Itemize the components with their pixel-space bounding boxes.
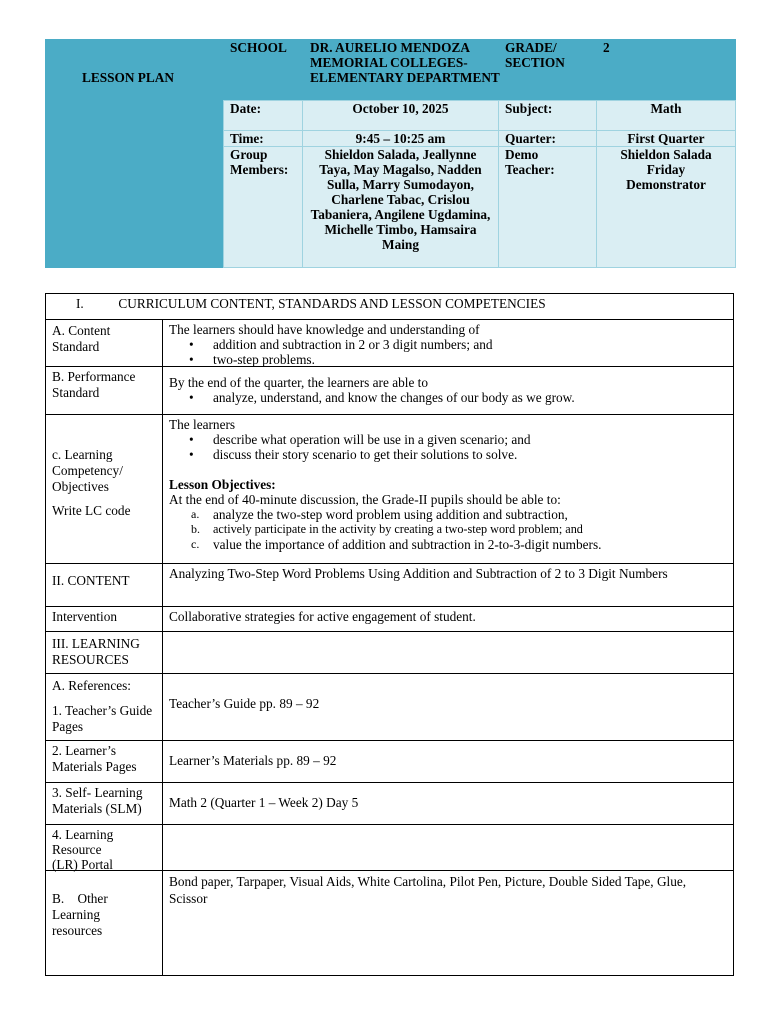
school-label: SCHOOL (230, 40, 287, 55)
competency-intro: The learners (169, 417, 236, 432)
time-value-cell (302, 130, 499, 147)
lesson-plan-title: LESSON PLAN (82, 70, 174, 85)
performance-standard-bullet-1: • analyze, understand, and know the changes of our body as we grow. (213, 390, 727, 405)
group-members: Shieldon Salada, Jeallynne Taya, May Magalso, Nadden Sulla, Marry Sumodayon, Charlene Tabac, Crislou Tabaniera, Angilene Ugdamina, Michelle Timbo, Hamsaira Maing (310, 147, 491, 252)
other-resources-label-cell (46, 871, 163, 975)
school-value: DR. AURELIO MENDOZA MEMORIAL COLLEGES- ELEMENTARY DEPARTMENT (310, 40, 500, 85)
teachers-guide-value: Teacher’s Guide pp. 89 – 92 (169, 696, 320, 711)
learner-materials-row (46, 740, 733, 782)
quarter-value: First Quarter (627, 131, 705, 146)
learning-resources-label: III. LEARNING RESOURCES (46, 632, 163, 673)
teachers-guide-label: 1. Teacher’s Guide Pages (52, 703, 153, 734)
demo-label: Demo Teacher: (505, 147, 555, 177)
content-row (46, 563, 733, 606)
performance-standard-row (46, 366, 733, 414)
grade-label: GRADE/ SECTION (505, 40, 565, 70)
intervention-label: Intervention (46, 607, 163, 631)
lr-portal-row (46, 824, 733, 870)
objective-a-text: analyze the two-step word problem using addition and subtraction, (213, 507, 568, 522)
other-resources-value: Bond paper, Tarpaper, Visual Aids, White Cartolina, Pilot Pen, Picture, Double Sided Tape, Glue, Scissor (169, 874, 687, 906)
time-label-cell (223, 130, 303, 147)
section-1-title (46, 294, 733, 319)
subject-label-cell (498, 100, 597, 131)
demo-label-cell (498, 146, 597, 268)
learning-resources-cell (163, 632, 733, 673)
content-standard-row (46, 319, 733, 366)
performance-standard-cell (163, 367, 733, 414)
group-label-cell (223, 146, 303, 268)
other-resources-label-1: B. Other (52, 891, 108, 906)
objective-b-marker: b. (191, 522, 200, 536)
objective-a (191, 507, 727, 522)
objective-c (191, 537, 727, 552)
objectives-heading: Lesson Objectives: (169, 477, 276, 492)
intervention-value: Collaborative strategies for active engagement of student. (169, 609, 476, 624)
objective-a-marker: a. (191, 507, 200, 521)
objective-c-marker: c. (191, 537, 200, 551)
content-standard-bullet-1: • addition and subtraction in 2 or 3 digit numbers; and (213, 337, 727, 352)
competency-cell (163, 415, 733, 563)
slm-row (46, 782, 733, 824)
lr-portal-cell (163, 825, 733, 870)
quarter-label-cell (498, 130, 597, 147)
time-label: Time: (230, 131, 264, 146)
section-1-number: I. (76, 296, 84, 311)
slm-label: 3. Self- Learning Materials (SLM) (46, 783, 163, 824)
subject-value-cell (596, 100, 736, 131)
demo-teacher-day: Friday (646, 162, 686, 177)
competency-bullet-1: • describe what operation will be use in a given scenario; and (213, 432, 727, 447)
date-value-cell (302, 100, 499, 131)
slm-value: Math 2 (Quarter 1 – Week 2) Day 5 (169, 795, 359, 810)
section-1-heading: CURRICULUM CONTENT, STANDARDS AND LESSON COMPETENCIES (118, 296, 546, 311)
subject-value: Math (650, 101, 682, 116)
subject-label: Subject: (505, 101, 553, 116)
content-standard-intro: The learners should have knowledge and understanding of (169, 322, 480, 337)
intervention-row (46, 606, 733, 631)
performance-standard-label: B. Performance Standard (46, 367, 163, 414)
content-standard-bullet-2: • two-step problems. (213, 352, 727, 367)
competency-row (46, 414, 733, 563)
learning-resources-row (46, 631, 733, 673)
date-label: Date: (230, 101, 262, 116)
competency-label: c. Learning Competency/ Objectives (52, 447, 123, 494)
group-value-cell (302, 146, 499, 268)
section-1-row (46, 294, 733, 319)
other-resources-label-2: Learning (52, 907, 100, 922)
lesson-plan-header (45, 39, 736, 268)
lc-code-label: Write LC code (52, 503, 131, 518)
time-value: 9:45 – 10:25 am (355, 131, 446, 146)
objectives-intro: At the end of 40-minute discussion, the Grade-II pupils should be able to: (169, 492, 561, 507)
learner-materials-label: 2. Learner’s Materials Pages (46, 741, 163, 782)
grade-value: 2 (603, 40, 610, 55)
objective-b (191, 522, 727, 537)
date-label-cell (223, 100, 303, 131)
quarter-value-cell (596, 130, 736, 147)
other-resources-label-3: resources (52, 923, 103, 938)
lr-portal-label-cell (46, 825, 163, 870)
date-value: October 10, 2025 (352, 101, 449, 116)
competency-label-cell (46, 415, 163, 563)
lr-portal-label-1: 4. Learning Resource (52, 827, 114, 857)
lr-portal-label-2: (LR) Portal (52, 857, 113, 872)
content-value: Analyzing Two-Step Word Problems Using Addition and Subtraction of 2 to 3 Digit Numbers (169, 566, 668, 581)
references-label-cell (46, 674, 163, 740)
objective-c-text: value the importance of addition and subtraction in 2-to-3-digit numbers. (213, 537, 602, 552)
content-label: II. CONTENT (46, 564, 163, 606)
quarter-label: Quarter: (505, 131, 556, 146)
demo-value-cell (596, 146, 736, 268)
content-standard-label: A. Content Standard (46, 320, 163, 366)
performance-standard-intro: By the end of the quarter, the learners are able to (169, 375, 429, 390)
competency-bullet-2: • discuss their story scenario to get their solutions to solve. (213, 447, 727, 462)
content-standard-cell (163, 320, 733, 366)
references-label: A. References: (52, 678, 132, 693)
references-row (46, 673, 733, 740)
lesson-plan-table (45, 293, 734, 976)
demo-teacher-name: Shieldon Salada (620, 147, 712, 162)
objective-b-text: actively participate in the activity by creating a two-step word problem; and (213, 522, 583, 536)
group-label: Group Members: (230, 147, 289, 177)
learner-materials-value: Learner’s Materials pp. 89 – 92 (169, 753, 337, 768)
other-resources-row (46, 870, 733, 975)
demo-teacher-role: Demonstrator (626, 177, 706, 192)
